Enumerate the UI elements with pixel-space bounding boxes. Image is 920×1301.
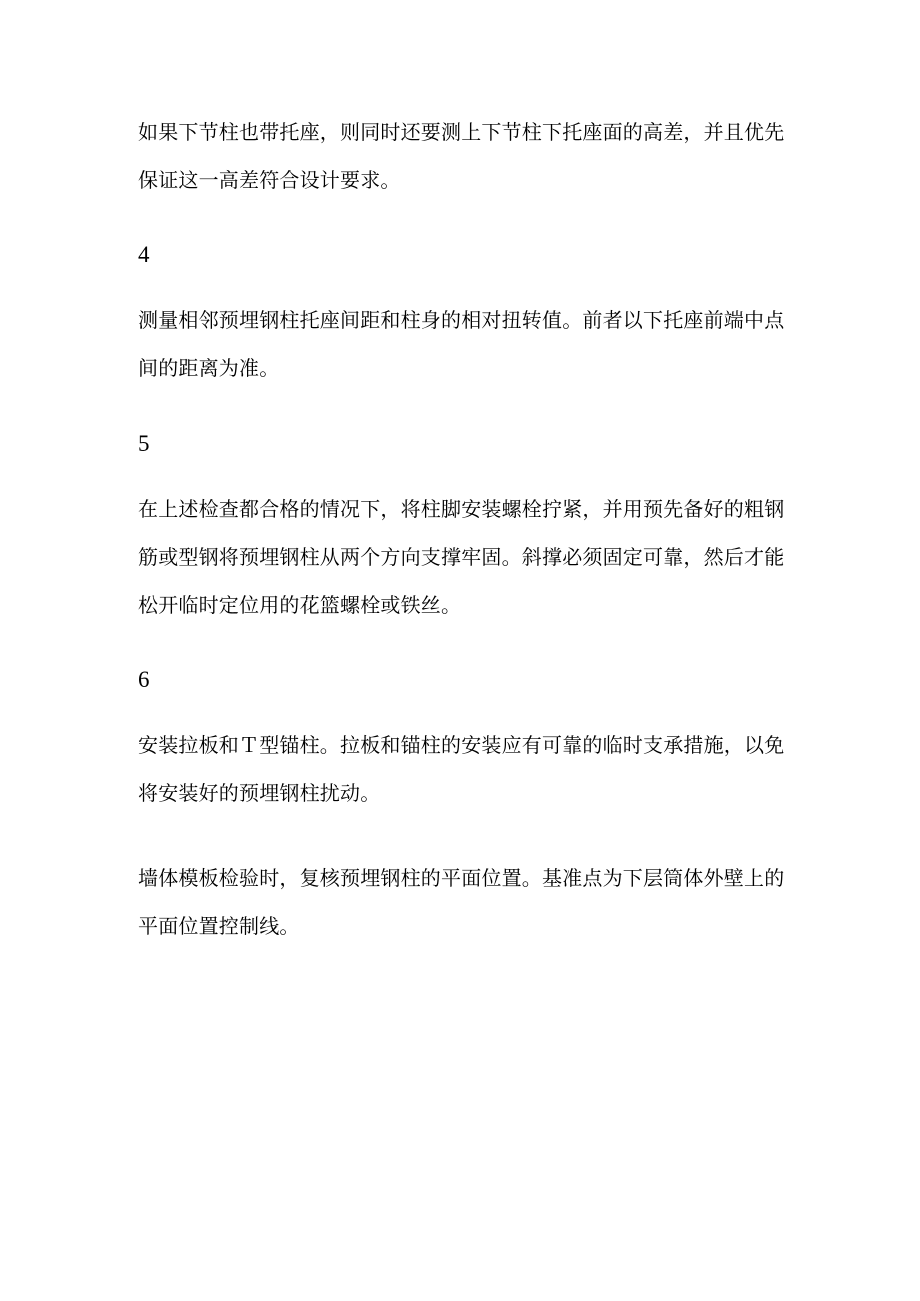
step-number-5: 5 [138,431,150,456]
step-number-4: 4 [138,242,150,267]
step-number-6: 6 [138,667,150,692]
paragraph-lower-column-bracket: 如果下节柱也带托座，则同时还要测上下节柱下托座面的高差，并且优先保证这一高差符合设计要求。 [138,120,785,192]
paragraph-measure-bracket-spacing: 测量相邻预埋钢柱托座间距和柱身的相对扭转值。前者以下托座前端中点间的距离为准。 [138,308,785,380]
paragraph-formwork-inspection: 墙体模板检验时，复核预埋钢柱的平面位置。基准点为下层筒体外壁上的平面位置控制线。 [138,866,785,938]
paragraph-install-plates-anchors: 安装拉板和Ｔ型锚柱。拉板和锚柱的安装应有可靠的临时支承措施，以免将安装好的预埋钢柱扰动。 [138,733,785,805]
paragraph-tighten-bolts-bracing: 在上述检查都合格的情况下，将柱脚安装螺栓拧紧，并用预先备好的粗钢筋或型钢将预埋钢柱从两个方向支撑牢固。斜撑必须固定可靠，然后才能松开临时定位用的花篮螺栓或铁丝。 [138,497,785,617]
